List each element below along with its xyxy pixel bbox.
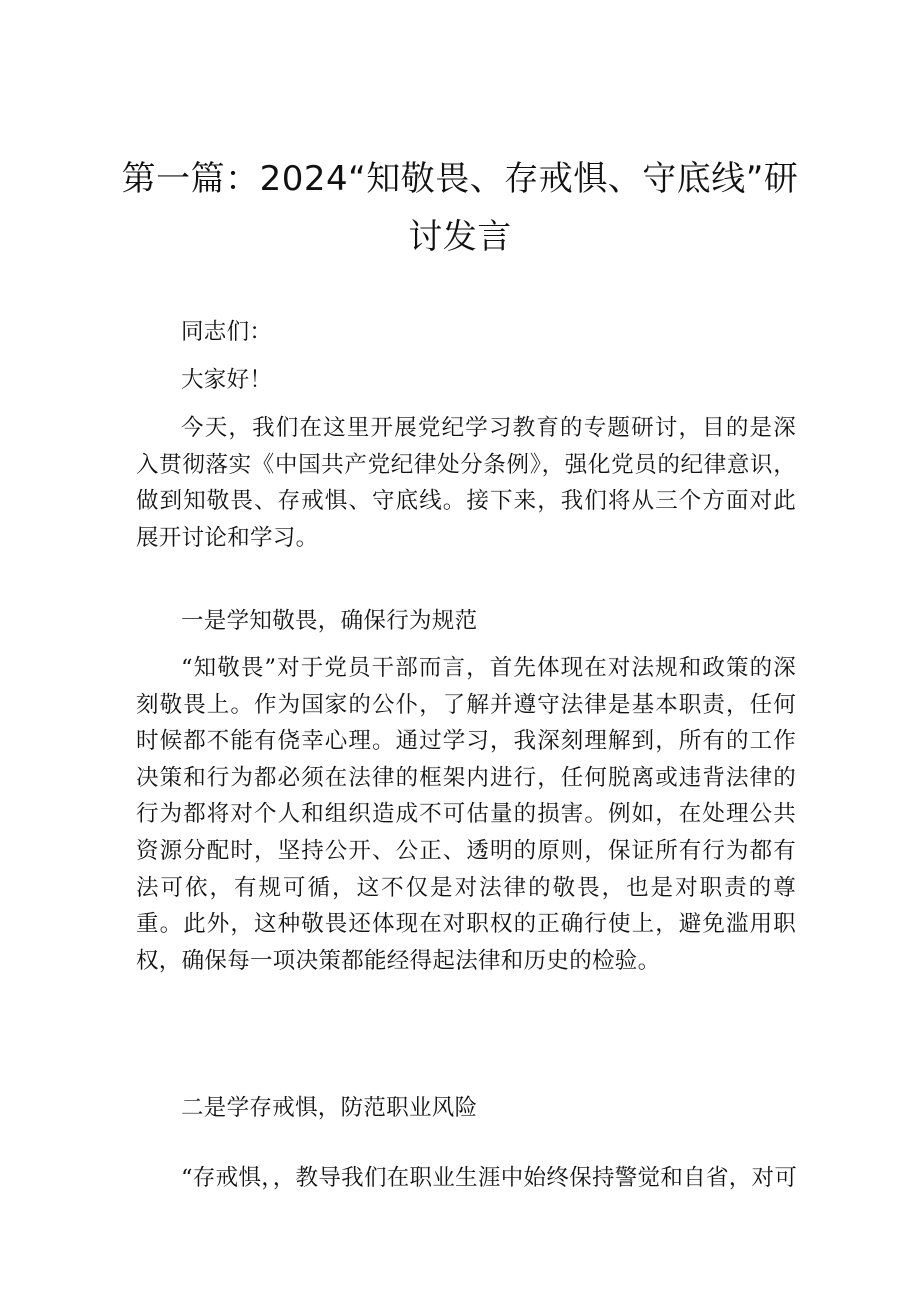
- section-heading-1: 一是学知敬畏，确保行为规范: [181, 608, 478, 634]
- title-line-1: 第一篇：2024“知敬畏、存戒惧、守底线”研: [121, 159, 799, 199]
- document-title: [110, 150, 810, 266]
- intro-paragraph: 今天，我们在这里开展党纪学习教育的专题研讨，目的是深入贯彻落实《中国共产党纪律处分条例》，强化党员的纪律意识，做到知敬畏、存戒惧、守底线。接下来，我们将从三个方面对此展开讨论和学习。: [136, 415, 796, 551]
- salutation: 同志们：: [181, 319, 273, 345]
- greeting: 大家好！: [181, 367, 273, 393]
- title-line-2: 讨发言: [408, 217, 512, 257]
- section-1-paragraph: “知敬畏”对于党员干部而言，首先体现在对法规和政策的深刻敬畏上。作为国家的公仆，了解并遵守法律是基本职责，任何时候都不能有侥幸心理。通过学习，我深刻理解到，所有的工作决策和行为都必须在法律的框架内进行，任何脱离或违背法律的行为都将对个人和组织造成不可估量的损害。例如，在处理公共资源分配时，坚持公开、公正、透明的原则，保证所有行为都有法可依，有规可循，这不仅是对法律的敬畏，也是对职责的尊重。此外，这种敬畏还体现在对职权的正确行使上，避免滥用职权，确保每一项决策都能经得起法律和历史的检验。: [136, 655, 796, 974]
- section-heading-2: 二是学存戒惧，防范职业风险: [181, 1095, 478, 1121]
- section-2-paragraph: “存戒惧，，教导我们在职业生涯中始终保持警觉和自省，对可: [181, 1165, 798, 1191]
